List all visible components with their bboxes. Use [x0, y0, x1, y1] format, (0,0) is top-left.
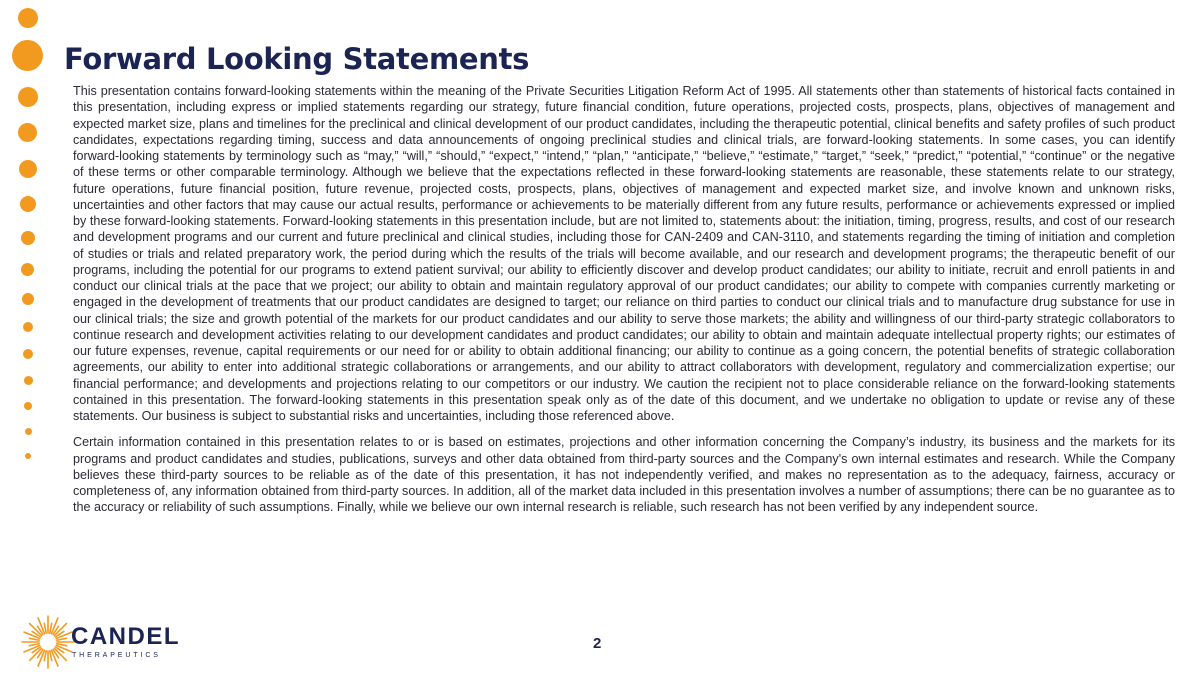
disclaimer-body — [73, 83, 1175, 516]
decorative-dot — [18, 8, 38, 28]
decorative-dot — [25, 453, 31, 459]
sunburst-rays — [22, 616, 74, 668]
company-logo — [20, 614, 180, 670]
decorative-dot — [21, 263, 34, 276]
page-title: Forward Looking Statements — [64, 42, 530, 76]
decorative-dot — [22, 293, 34, 305]
logo-subtitle: THERAPEUTICS — [72, 652, 161, 659]
decorative-dot — [18, 87, 38, 107]
decorative-dot — [18, 123, 37, 142]
decorative-dot — [24, 376, 33, 385]
decorative-dot — [19, 160, 37, 178]
decorative-dot — [20, 196, 36, 212]
decorative-dot — [23, 322, 33, 332]
decorative-dot — [25, 428, 32, 435]
disclaimer-paragraph-forward-looking: This presentation contains forward-looking statements within the meaning of the Private Securities Litigation Reform Act of 1995. All statements other than statements of historical facts contained in this presentation, including express or implied statements regarding our strategy, future financial condition, future operations, projected costs, prospects, plans, objectives of management and expected market size, plans and timelines for the preclinical and clinical development of our product candidates, including the therapeutic potential, clinical benefits and safety profiles of such product candidates, expectations regarding timing, success and data announcements of ongoing preclinical studies and clinical trials, are forward-looking statements. In some cases, you can identify forward-looking statements by terminology such as “may,” “will,” “should,” “expect,” “intend,” “plan,” “anticipate,” “believe,” “estimate,” “target,” “seek,” “predict,” “potential,” “continue” or the negative of these terms or other comparable terminology. Although we believe that the expectations reflected in these forward-looking statements are reasonable, these statements relate to our strategy, future operations, future financial position, future revenue, projected costs, prospects, plans, objectives of management and expected market size, and involve known and unknown risks, uncertainties and other factors that may cause our actual results, performance or achievements to be materially different from any future results, performance or achievements expressed or implied by these forward-looking statements. Forward-looking statements in this presentation include, but are not limited to, statements about: the initiation, timing, progress, results, and cost of our research and development programs and our current and future preclinical and clinical studies, including those for CAN-2409 and CAN-3110, and statements regarding the timing of initiation and completion of studies or trials and related preparatory work, the period during which the results of the trials will become available, and our research and development programs; the therapeutic benefit of our programs, including the potential for our programs to extend patient survival; our ability to efficiently discover and develop product candidates; our ability to initiate, recruit and enroll patients in and conduct our clinical trials at the pace that we project; our ability to obtain and maintain regulatory approval of our product candidates; our ability to compete with companies currently marketing or engaged in the development of treatments that our product candidates are designed to target; our reliance on third parties to conduct our clinical trials and to manufacture drug substance for use in our clinical trials; the size and growth potential of the markets for our product candidates and our ability to serve those markets; the ability and willingness of our third-party strategic collaborators to continue research and development activities relating to our development candidates and product candidates; our ability to obtain and maintain adequate intellectual property rights; our estimates of our future expenses, revenue, capital requirements or our need for or ability to obtain additional financing; our ability to continue as a going concern, the potential benefits of strategic collaboration agreements, our ability to enter into additional strategic collaborations or arrangements, and our ability to attract collaborators with development, regulatory and commercialization expertise; our financial performance; and developments and projections relating to our competitors or our industry. We caution the recipient not to place considerable reliance on the forward-looking statements contained in this presentation. The forward-looking statements in this presentation speak only as of the date of this document, and we undertake no obligation to update or revise any of these statements. Our business is subject to substantial risks and uncertainties, including those referenced above. — [73, 84, 1175, 423]
decorative-dot — [23, 349, 33, 359]
decorative-dot-column — [0, 0, 60, 480]
decorative-dot — [21, 231, 35, 245]
sunburst-icon — [20, 614, 76, 670]
logo-name: CANDEL — [71, 623, 180, 650]
page-number: 2 — [593, 635, 602, 652]
decorative-dot — [12, 40, 43, 71]
decorative-dot — [24, 402, 32, 410]
disclaimer-paragraph-third-party-data: Certain information contained in this presentation relates to or is based on estimates, projections and other information concerning the Company’s industry, its business and the markets for its programs and product candidates and studies, publications, surveys and other data obtained from third-party sources and the Company's own internal estimates and research. While the Company believes these third-party sources to be reliable as of the date of this presentation, it has not independently verified, and makes no representation as to the adequacy, fairness, accuracy or completeness of, any information obtained from third-party sources. In addition, all of the market data included in this presentation involves a number of assumptions; there can be no guarantee as to the accuracy or reliability of such assumptions. Finally, while we believe our own internal research is reliable, such research has not been verified by any independent source. — [73, 435, 1175, 515]
